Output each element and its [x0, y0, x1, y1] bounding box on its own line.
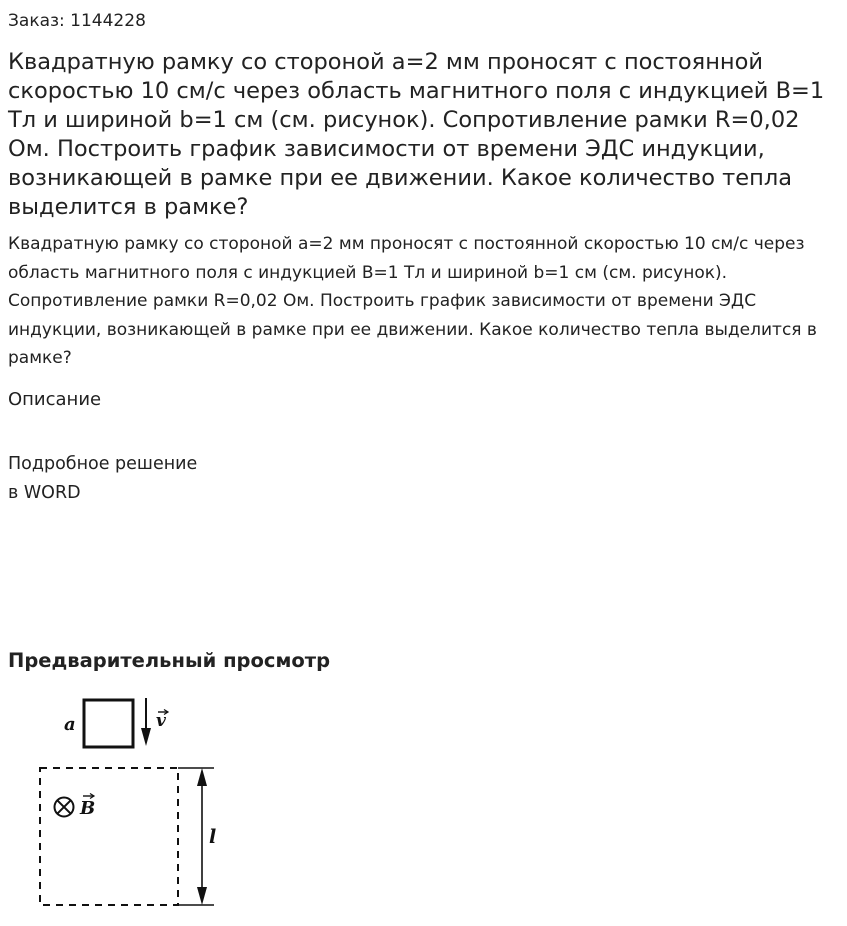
velocity-label: v: [156, 711, 166, 731]
description-label: Описание: [8, 389, 102, 410]
problem-figure: [28, 690, 228, 915]
solution-line-format: в WORD: [8, 483, 81, 503]
order-number: Заказ: 1144228: [8, 11, 146, 31]
velocity-arrow-head: [141, 728, 151, 746]
magnetic-field-region: [40, 768, 178, 905]
dimension-arrow-up: [197, 768, 207, 786]
problem-description: Квадратную рамку со стороной a=2 мм проносят с постоянной скоростью 10 см/с через область магнитного поля с индукцией B=1 Тл и шириной b=1 см (см. рисунок). Сопротивление рамки R=0,02 Ом. Построить график зависимости от времени ЭДС индукции, возникающей в рамке при ее движении. Какое количество тепла выделится в рамке?: [8, 234, 817, 369]
width-label: l: [209, 826, 217, 848]
dimension-arrow-down: [197, 887, 207, 905]
preview-heading: Предварительный просмотр: [8, 649, 331, 672]
problem-title: Квадратную рамку со стороной a=2 мм проносят с постоянной скоростью 10 см/с через область магнитного поля с индукцией B=1 Тл и шириной b=1 см (см. рисунок). Сопротивление рамки R=0,02 Ом. Построить график зависимости от времени ЭДС индукции, возникающей в рамке при ее движении. Какое количество тепла выделится в рамке?: [8, 49, 825, 220]
solution-info: [8, 450, 197, 508]
figure-svg: [28, 690, 228, 915]
square-frame: [84, 700, 133, 747]
field-label: B: [80, 798, 96, 819]
solution-line-detailed: Подробное решение: [8, 454, 198, 474]
frame-side-label: a: [64, 714, 76, 735]
